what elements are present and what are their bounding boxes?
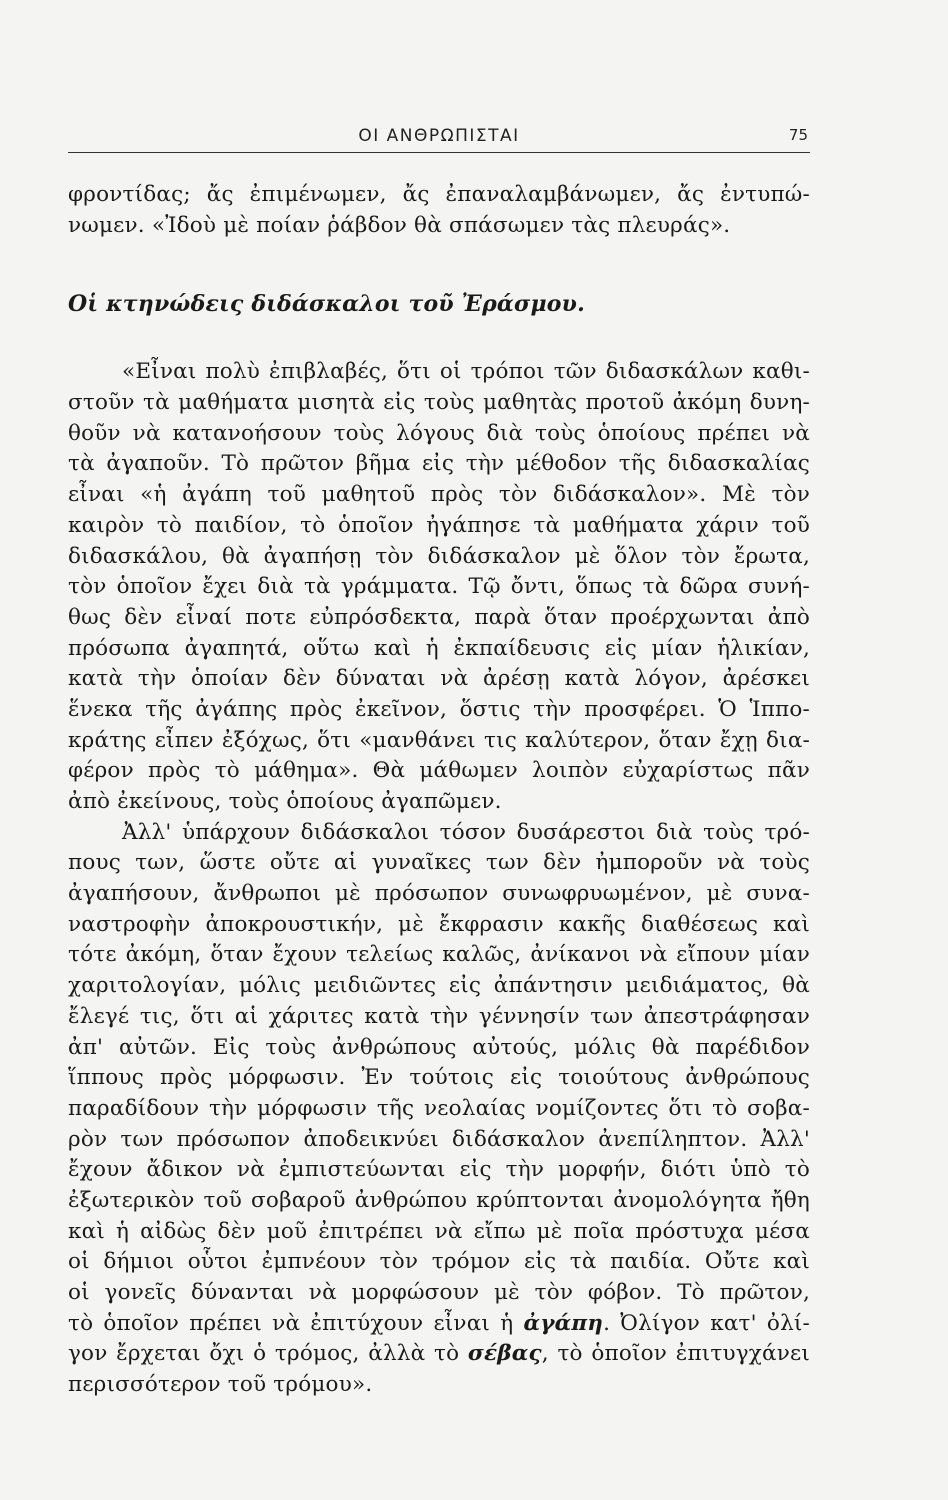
text-line: φροντίδας; ἄς ἐπιμένωμεν, ἄς ἐπαναλαμβάνωμεν, ἄς ἐντυπώ-: [68, 182, 810, 207]
text-line: οἱ δήμιοι οὗτοι ἐμπνέουν τὸν τρόμον εἰς τὰ παιδία. Οὔτε καὶ: [68, 1249, 810, 1275]
text-fragment: γον ἔρχεται ὄχι ὁ τρόμος, ἀλλὰ τὸ: [68, 1341, 468, 1367]
text-line: ἔχουν ἄδικον νὰ ἐμπιστεύωνται εἰς τὴν μορφήν, διότι ὑπὸ τὸ: [68, 1157, 810, 1183]
emphasis-agape: ἀγάπη: [523, 1310, 604, 1336]
page-number: 75: [788, 126, 808, 144]
text-line: ἔλεγέ τις, ὅτι αἱ χάριτες κατὰ τὴν γέννησίν των ἀπεστράφησαν: [68, 1003, 810, 1029]
text-line: εἶναι «ἡ ἀγάπη τοῦ μαθητοῦ πρὸς τὸν διδάσκαλον». Μὲ τὸν: [68, 482, 810, 508]
text-line: χαριτολογίαν, μόλις μειδιῶντες εἰς ἀπάντησιν μειδιάματος, θὰ: [68, 973, 810, 999]
body-text: [68, 180, 810, 1401]
text-line: οἱ γονεῖς δύνανται νὰ μορφώσουν μὲ τὸν φόβον. Τὸ πρῶτον,: [68, 1280, 810, 1305]
paragraph-2: [68, 818, 810, 1401]
text-line: κράτης εἶπεν ἐξόχως, ὅτι «μανθάνει τις καλύτερον, ὅταν ἔχῃ δια-: [68, 727, 810, 753]
text-line: ἀπ' αὐτῶν. Εἰς τοὺς ἀνθρώπους αὐτούς, μόλις θὰ παρέδιδον: [68, 1034, 810, 1060]
text-line: παραδίδουν τὴν μόρφωσιν τῆς νεολαίας νομίζοντες ὅτι τὸ σοβα-: [68, 1095, 810, 1121]
text-line: πους των, ὥστε οὔτε αἱ γυναῖκες των δὲν ἠμποροῦν νὰ τοὺς: [68, 850, 810, 876]
text-line: ρὸν των πρόσωπον ἀποδεικνύει διδάσκαλον ἀνεπίληπτον. Ἀλλ': [68, 1126, 810, 1152]
text-line: θοῦν νὰ κατανοήσουν τοὺς λόγους διὰ τοὺς ὁποίους πρέπει νὰ: [68, 420, 810, 446]
text-line: ἀπὸ ἐκείνους, τοὺς ὁποίους ἀγαπῶμεν.: [68, 789, 502, 814]
section-heading: Οἱ κτηνώδεις διδάσκαλοι τοῦ Ἐράσμου.: [68, 291, 585, 318]
page-header: [68, 122, 810, 153]
text-line: ἀγαπήσουν, ἄνθρωποι μὲ πρόσωπον συνωφρυωμένον, μὲ συνα-: [68, 881, 810, 907]
text-line: διδασκάλου, θὰ ἀγαπήσῃ τὸν διδάσκαλον μὲ ὅλον τὸν ἔρωτα,: [68, 543, 810, 569]
text-line: καὶ ἡ αἰδὼς δὲν μοῦ ἐπιτρέπει νὰ εἴπω μὲ ποῖα πρόστυχα μέσα: [68, 1218, 810, 1244]
paragraph-1: [68, 357, 810, 817]
text-line: Ἀλλ' ὑπάρχουν διδάσκαλοι τόσον δυσάρεστοι διὰ τοὺς τρό-: [122, 819, 810, 845]
text-fragment: . Ὀλίγον κατ' ὀλί-: [603, 1310, 810, 1336]
text-line: [68, 1309, 810, 1340]
text-fragment: , τὸ ὁποῖον ἐπιτυγχάνει: [541, 1341, 810, 1367]
text-line: ἕνεκα τῆς ἀγάπης πρὸς ἐκεῖνον, ὅστις τὴν προσφέρει. Ὁ Ἱππο-: [68, 696, 810, 722]
text-line: φέρον πρὸς τὸ μάθημα». Θὰ μάθωμεν λοιπὸν εὐχαρίστως πᾶν: [68, 758, 810, 784]
text-line: πρόσωπα ἀγαπητά, οὕτω καὶ ἡ ἐκπαίδευσις εἰς μίαν ἡλικίαν,: [68, 635, 810, 661]
running-title: ΟΙ ΑΝΘΡΩΠΙΣΤΑΙ: [358, 126, 520, 146]
text-line: τὸν ὁποῖον ἔχει διὰ τὰ γράμματα. Τῷ ὄντι, ὅπως τὰ δῶρα συνή-: [68, 574, 810, 600]
text-fragment: τὸ ὁποῖον πρέπει νὰ ἐπιτύχουν εἶναι ἡ: [68, 1310, 524, 1336]
text-line: κατὰ τὴν ὁποίαν δὲν δύναται νὰ ἀρέσῃ κατὰ λόγον, ἀρέσκει: [68, 666, 810, 692]
emphasis-sevas: σέβας: [467, 1341, 542, 1367]
text-line: «Εἶναι πολὺ ἐπιβλαβές, ὅτι οἱ τρόποι τῶν διδασκάλων καθι-: [122, 359, 810, 385]
text-line: περισσότερον τοῦ τρόμου».: [68, 1372, 373, 1398]
text-line: στοῦν τὰ μαθήματα μισητὰ εἰς τοὺς μαθητὰς προτοῦ ἀκόμη δυνη-: [68, 390, 810, 416]
text-line: καιρὸν τὸ παιδίον, τὸ ὁποῖον ἠγάπησε τὰ μαθήματα χάριν τοῦ: [68, 512, 810, 538]
text-line: τότε ἀκόμη, ὅταν ἔχουν τελείως καλῶς, ἀνίκανοι νὰ εἴπουν μίαν: [68, 942, 810, 968]
text-line: θως δὲν εἶναί ποτε εὐπρόσδεκτα, παρὰ ὅταν προέρχωνται ἀπὸ: [68, 604, 810, 630]
text-line: τὰ ἀγαποῦν. Τὸ πρῶτον βῆμα εἰς τὴν μέθοδον τῆς διδασκαλίας: [68, 451, 810, 477]
text-line: νωμεν. «Ἰδοὺ μὲ ποίαν ῥάβδον θὰ σπάσωμεν τὰς πλευράς».: [68, 212, 731, 238]
text-line: ἐξωτερικὸν τοῦ σοβαροῦ ἀνθρώπου κρύπτονται ἀνομολόγητα ἤθη: [68, 1187, 810, 1213]
text-line: ναστροφὴν ἀποκρουστικήν, μὲ ἔκφρασιν κακῆς διαθέσεως καὶ: [68, 911, 810, 937]
text-line: [68, 1339, 810, 1370]
text-line: ἵππους πρὸς μόρφωσιν. Ἐν τούτοις εἰς τοιούτους ἀνθρώπους: [68, 1065, 810, 1091]
